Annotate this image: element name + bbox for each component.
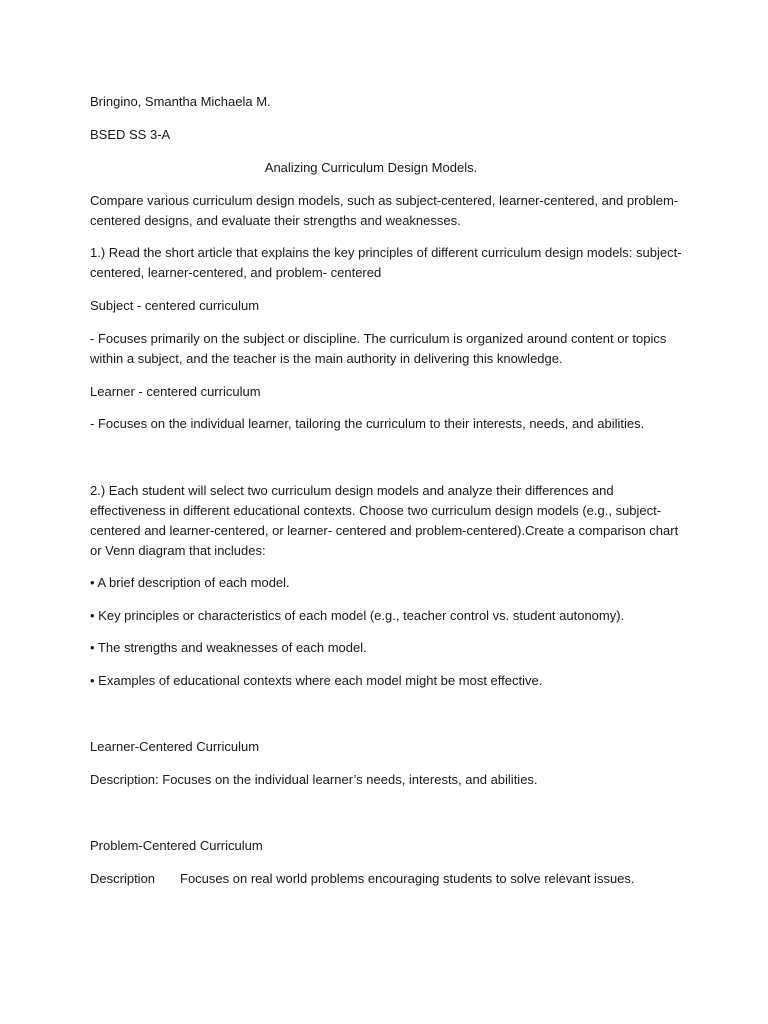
bullet-item: • Examples of educational contexts where each model might be most effective. [90,673,543,688]
description-label: Description [90,871,156,886]
problem-centered-curriculum-heading: Problem-Centered Curriculum [90,838,263,853]
item-2-paragraph: 2.) Each student will select two curriculum design models and analyze their differences and effectiveness in different educational contexts. Choose two curriculum design models (e.g., subject-centered and learner-centered, or learner- centered and problem-centered).Create a comparison chart or Venn diagram that includes: [90,483,679,558]
learner-centered-heading: Learner - centered curriculum [90,384,261,399]
problem-centered-description-text: Focuses on real world problems encouraging students to solve relevant issues. [180,871,635,886]
author-name: Bringino, Smantha Michaela M. [90,94,271,109]
item-1-paragraph: 1.) Read the short article that explains the key principles of different curriculum design models: subject-centered, learner-centered, and problem- centered [90,245,682,280]
subject-centered-heading: Subject - centered curriculum [90,298,260,313]
problem-centered-description-row [90,869,690,889]
learner-centered-curriculum-description: Description: Focuses on the individual learner’s needs, interests, and abilities. [90,772,538,787]
bullet-item: • Key principles or characteristics of each model (e.g., teacher control vs. student autonomy). [90,608,625,623]
document-title: Analizing Curriculum Design Models. [264,160,478,175]
bullet-item: • The strengths and weaknesses of each model. [90,640,367,655]
learner-centered-description: - Focuses on the individual learner, tailoring the curriculum to their interests, needs, and abilities. [90,416,645,431]
class-section: BSED SS 3-A [90,127,171,142]
subject-centered-description: - Focuses primarily on the subject or discipline. The curriculum is organized around content or topics within a subject, and the teacher is the main authority in delivering this knowledge. [90,331,667,366]
learner-centered-curriculum-heading: Learner-Centered Curriculum [90,739,260,754]
intro-paragraph: Compare various curriculum design models, such as subject-centered, learner-centered, and problem-centered designs, and evaluate their strengths and weaknesses. [90,193,679,228]
bullet-item: • A brief description of each model. [90,575,290,590]
